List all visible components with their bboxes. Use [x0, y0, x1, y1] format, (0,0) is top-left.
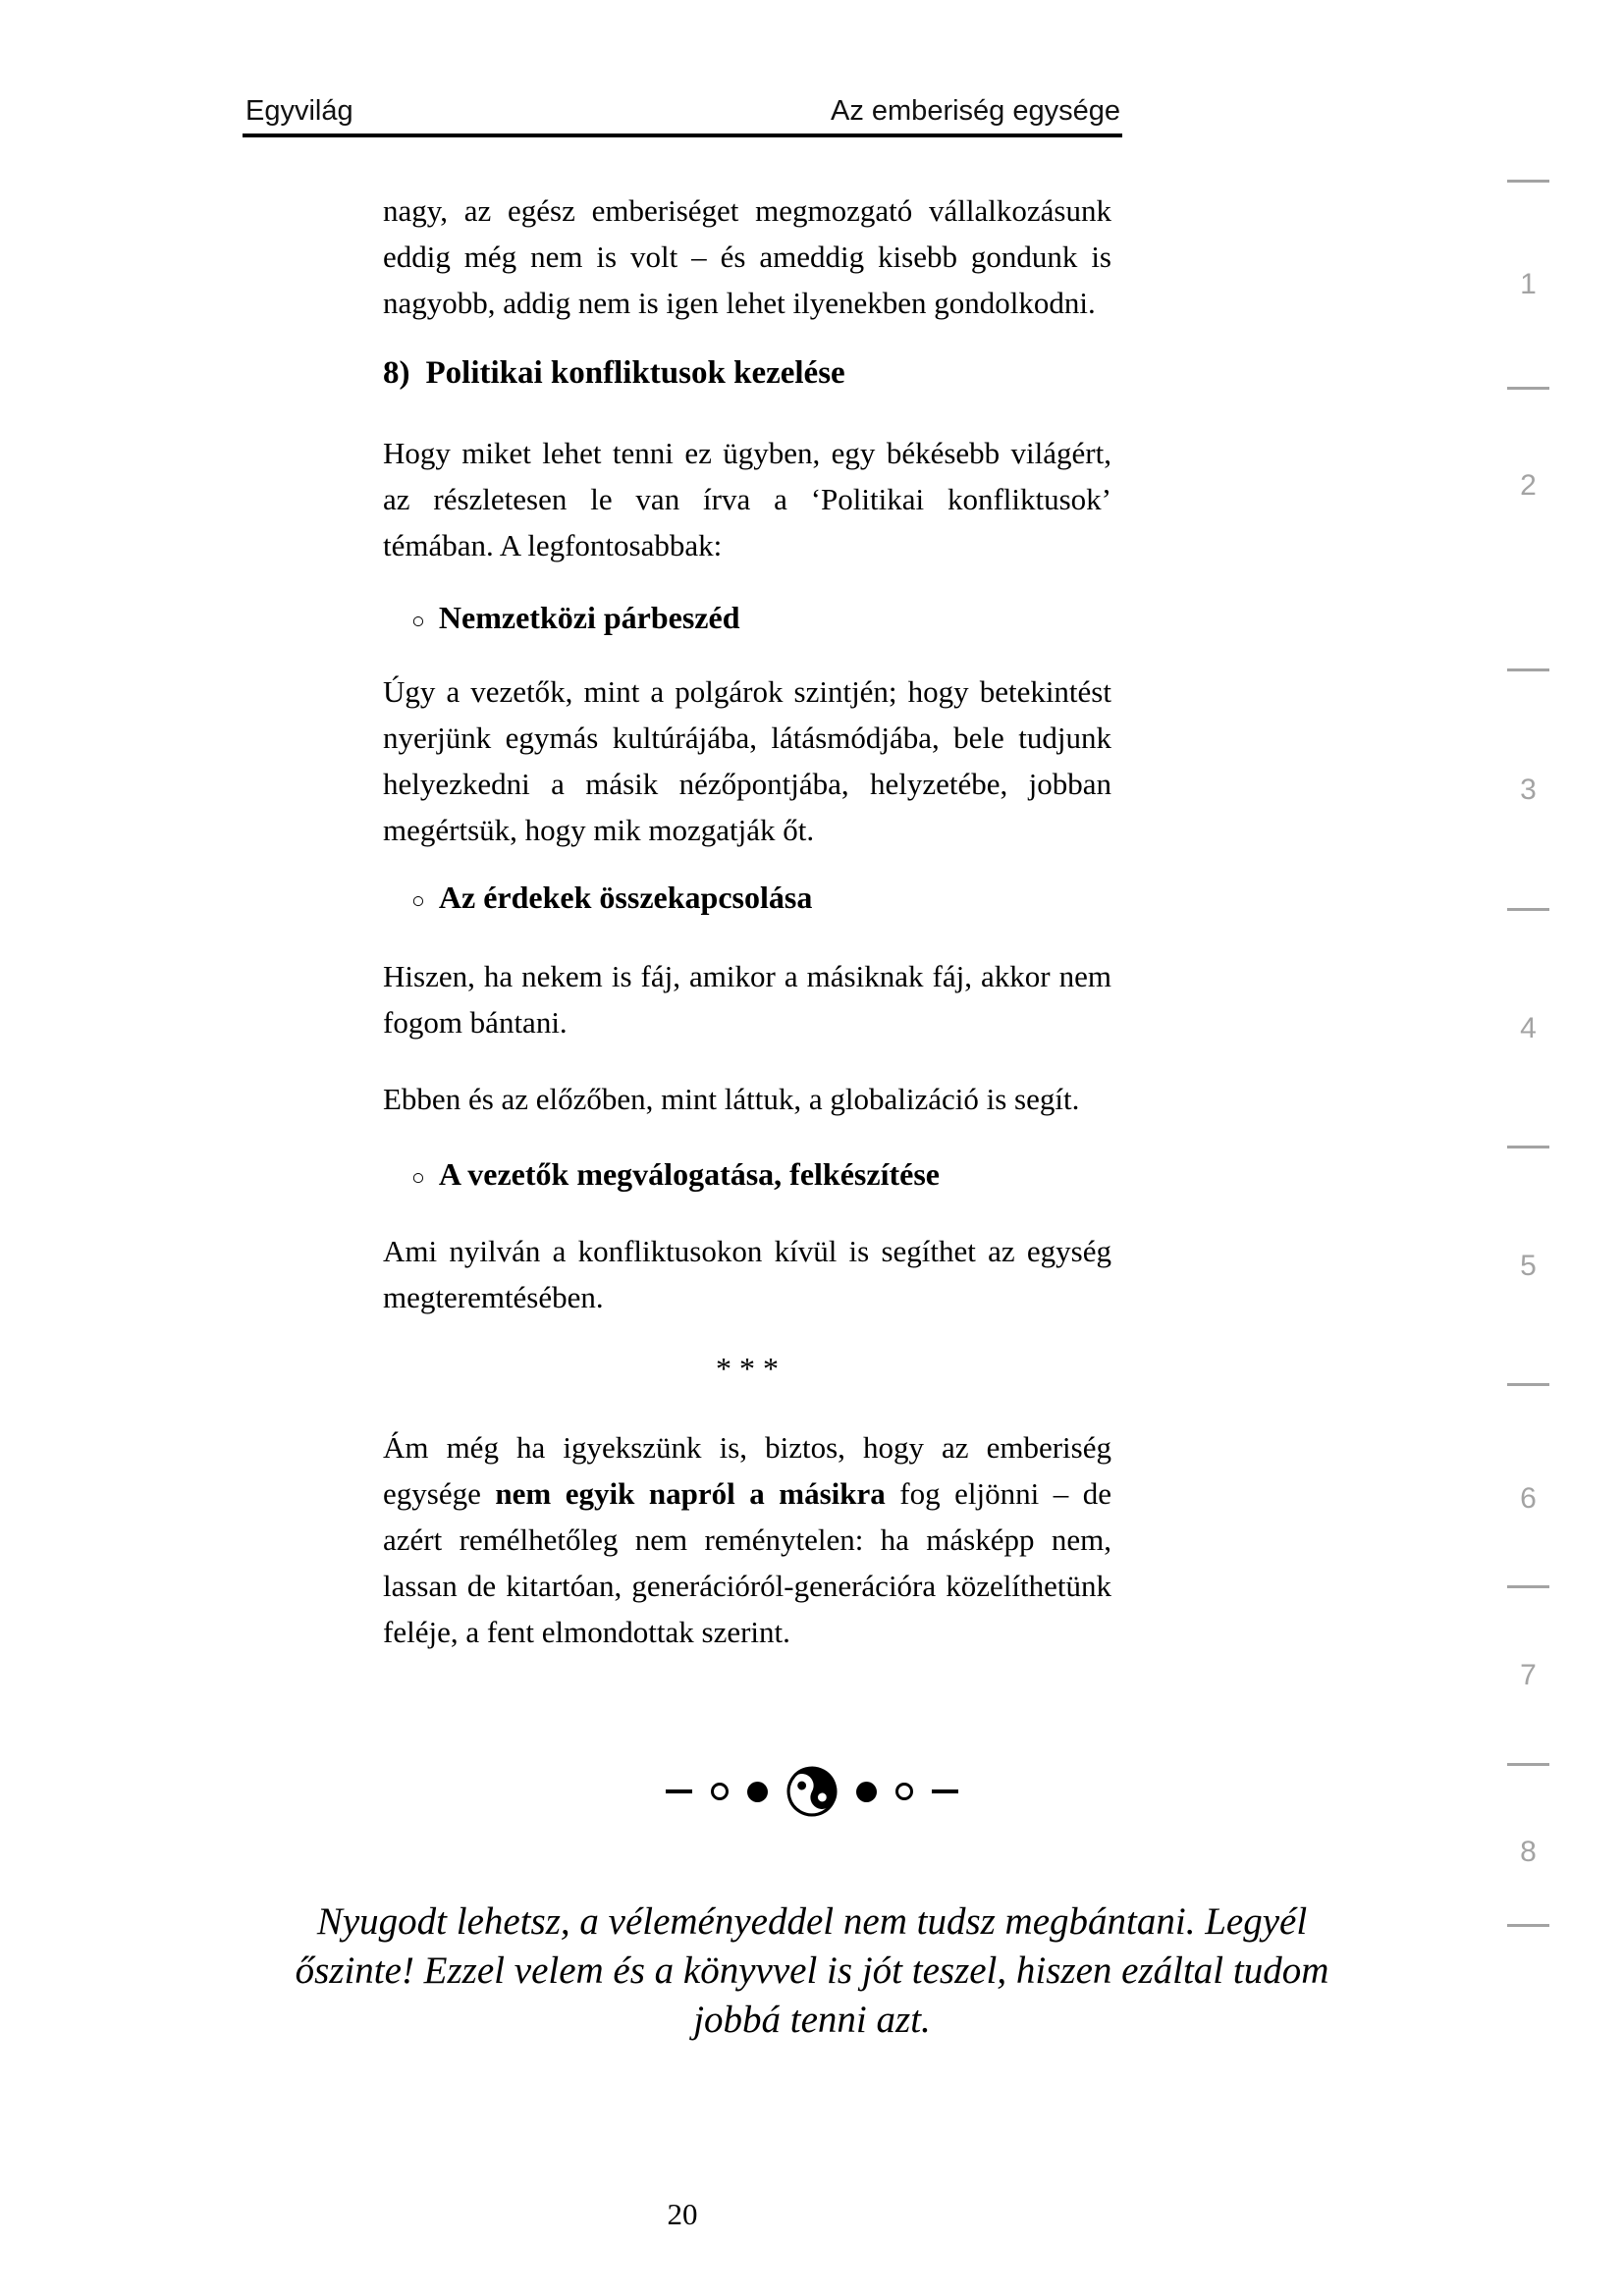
margin-line — [1507, 1763, 1549, 1766]
bullet-item-leaders — [411, 1156, 940, 1193]
bullet-label: A vezetők megválogatása, felkészítése — [438, 1156, 940, 1192]
margin-line — [1507, 1383, 1549, 1386]
bullet-label: Nemzetközi párbeszéd — [438, 600, 740, 635]
section-heading-text: Politikai konfliktusok kezelése — [425, 355, 845, 391]
yin-yang-icon — [786, 1766, 838, 1817]
quote-line: jobbá tenni azt. — [693, 1999, 931, 2041]
margin-line — [1507, 1585, 1549, 1588]
margin-number: 7 — [1520, 1659, 1537, 1691]
margin-line — [1507, 180, 1549, 183]
page-number: 20 — [667, 2197, 698, 2231]
quote-line: Nyugodt lehetsz, a véleményeddel nem tudsz megbántani. Legyél — [316, 1900, 1308, 1943]
bullet-label: Az érdekek összekapcsolása — [438, 880, 813, 915]
margin-number: 5 — [1520, 1250, 1537, 1282]
ornament-row — [0, 1766, 1624, 1817]
header-chapter-title: Az emberiség egysége — [831, 95, 1120, 127]
stars-separator: * * * — [716, 1351, 779, 1386]
margin-line — [1507, 668, 1549, 671]
paragraph-interests: Hiszen, ha nekem is fáj, amikor a másiknak fáj, akkor nem fogom bántani. — [383, 959, 1111, 1040]
margin-line — [1507, 908, 1549, 911]
closing-text-post: fog eljönni – de azért remélhetőleg nem reménytelen: ha másképp nem, lassan de kitartóan, generációról-generációra közelíthetünk feléje, a fent elmondottak szerint. — [383, 1476, 1112, 1649]
bullet-circle-icon: ○ — [411, 609, 425, 633]
paragraph-closing — [383, 1424, 1111, 1655]
bullet-circle-icon: ○ — [411, 1165, 425, 1190]
section-heading-number: 8) — [383, 355, 410, 391]
open-circle-icon — [711, 1783, 729, 1800]
bullet-item-interests — [411, 880, 812, 916]
margin-number: 4 — [1520, 1012, 1537, 1044]
paragraph-leaders: Ami nyilván a konfliktusokon kívül is segíthet az egység megteremtésében. — [383, 1234, 1111, 1314]
margin-number: 1 — [1520, 268, 1537, 300]
closing-text-bold: nem egyik napról a másikra — [495, 1476, 886, 1511]
bullet-item-dialogue — [411, 600, 739, 636]
margin-line — [1507, 1924, 1549, 1927]
paragraph-dialogue: Úgy a vezetők, mint a polgárok szintjén; hogy betekintést nyerjünk egymás kultúrájába, látásmódjába, bele tudjunk helyezkedni a másik nézőpontjába, helyzetébe, jobban megértsük, hogy mik mozgatják őt. — [383, 674, 1111, 847]
header-rule — [243, 133, 1122, 137]
bullet-circle-icon: ○ — [411, 888, 425, 913]
open-circle-icon — [895, 1783, 913, 1800]
margin-number: 6 — [1520, 1482, 1537, 1515]
margin-line — [1507, 387, 1549, 390]
header-book-title: Egyvilág — [245, 95, 353, 127]
margin-line — [1507, 1146, 1549, 1148]
section-heading — [383, 355, 845, 392]
filled-circle-icon — [747, 1782, 768, 1802]
closing-quote — [17, 1897, 1607, 2045]
paragraph-globalization: Ebben és az előzőben, mint láttuk, a globalizáció is segít. — [383, 1082, 1080, 1116]
closing-text-pre: Ám még ha igyekszünk is, biztos, hogy az emberiség egysége — [383, 1430, 1111, 1511]
filled-circle-icon — [856, 1782, 877, 1802]
margin-number: 8 — [1520, 1836, 1537, 1868]
dash-icon — [932, 1789, 958, 1793]
margin-number: 3 — [1520, 774, 1537, 806]
paragraph-intro: nagy, az egész emberiséget megmozgató vállalkozásunk eddig még nem is volt – és ameddig kisebb gondunk is nagyobb, addig nem is igen lehet ilyenekben gondolkodni. — [383, 193, 1111, 320]
quote-line: őszinte! Ezzel velem és a könyvvel is jót teszel, hiszen ezáltal tudom — [295, 1949, 1329, 1992]
paragraph-overview: Hogy miket lehet tenni ez ügyben, egy békésebb világért, az részletesen le van írva a ‘Politikai konfliktusok’ témában. A legfontosabbak: — [383, 436, 1111, 562]
dash-icon — [666, 1789, 692, 1793]
margin-number: 2 — [1520, 469, 1537, 502]
